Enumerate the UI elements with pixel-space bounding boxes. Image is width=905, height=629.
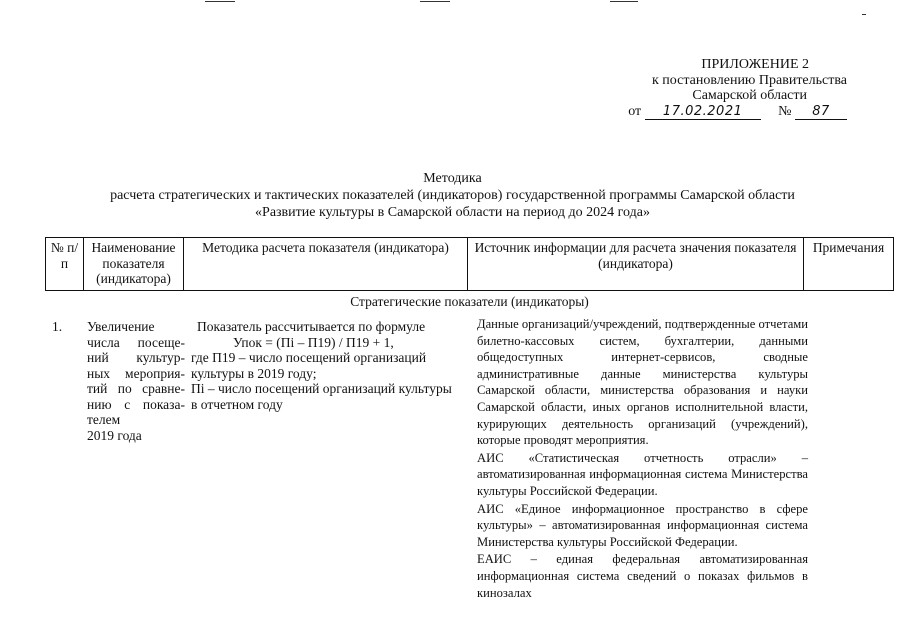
section-title: Стратегические показатели (индикаторы) — [350, 293, 589, 309]
header-method: Методика расчета показателя (индикатора) — [184, 238, 468, 291]
document-heading — [0, 170, 905, 221]
method-line: где П19 – число посещений организаций — [191, 350, 427, 365]
heading-subtitle: расчета стратегических и тактических показателей (индикаторов) государственной программы Самарской области — [110, 188, 795, 203]
name-line: 2019 года — [87, 427, 142, 443]
appendix-dateline — [628, 104, 847, 121]
source-paragraph: АИС «Единое информационное пространство в сфере культуры» – автоматизированная информационная система Министерства культуры Российской Федерации. — [477, 501, 808, 549]
appendix-line2: к постановлению Правительства — [651, 72, 847, 88]
name-line: нию с показа- — [87, 396, 185, 412]
number-value: 87 — [795, 104, 847, 121]
name-line: Увеличение — [87, 319, 155, 334]
method-line: культуры в 2019 году; — [191, 365, 317, 381]
method-line: Показатель рассчитывается по формуле — [197, 319, 426, 334]
scan-mark — [862, 14, 866, 15]
date-prefix: от — [628, 103, 642, 119]
scan-mark — [205, 1, 235, 2]
header-note: Примечания — [804, 238, 894, 291]
date-value: 17.02.2021 — [645, 104, 761, 121]
source-paragraph: Данные организаций/учреждений, подтвержденные отчетами билетно-кассовых систем, бухгалтерии, данными общедоступных интернет-сервисов, сводные административные данные министерства культуры Самарской области, министерства образования и науки Самарской области, иных органов исполнительной власти, курирующих деятельность организаций (учреждений), которые проводят мероприятия. — [477, 317, 808, 448]
table-header — [45, 237, 894, 313]
appendix-block — [628, 57, 847, 120]
source-paragraph: ЕАИС – единая федеральная автоматизированная информационная система сведений о показах фильмов в кинозалах — [477, 552, 808, 600]
number-prefix: № — [778, 103, 792, 119]
appendix-title: ПРИЛОЖЕНИЕ 2 — [701, 57, 809, 72]
header-num: № п/п — [46, 238, 84, 291]
heading-title: Методика — [423, 171, 482, 186]
source-description — [477, 316, 808, 601]
header-source: Источник информации для расчета значения показателя (индикатора) — [468, 238, 804, 291]
name-line: телем — [87, 412, 121, 427]
method-description — [191, 319, 467, 412]
name-line: ний культур- — [87, 350, 185, 365]
name-line: числа посеще- — [87, 334, 185, 350]
appendix-line3: Самарской области — [692, 88, 807, 103]
row-number: 1. — [52, 319, 63, 334]
method-formula: Упок = (Пi – П19) / П19 + 1, — [233, 334, 394, 350]
indicator-name — [87, 319, 185, 443]
indicators-table — [45, 237, 893, 313]
header-name: Наименование показателя (индикатора) — [84, 238, 184, 291]
scan-mark — [610, 1, 638, 2]
source-paragraph: АИС «Статистическая отчетность отрасли» – автоматизированная информационная система Министерства культуры Российской Федерации. — [477, 450, 808, 498]
name-line: ных мероприя- — [87, 365, 185, 381]
scan-mark — [420, 1, 450, 2]
method-line: Пi – число посещений организаций культуры — [191, 381, 452, 396]
name-line: тий по сравне- — [87, 381, 185, 396]
heading-program-name: «Развитие культуры в Самарской области на период до 2024 года» — [255, 205, 650, 220]
method-line: в отчетном году — [191, 396, 283, 412]
